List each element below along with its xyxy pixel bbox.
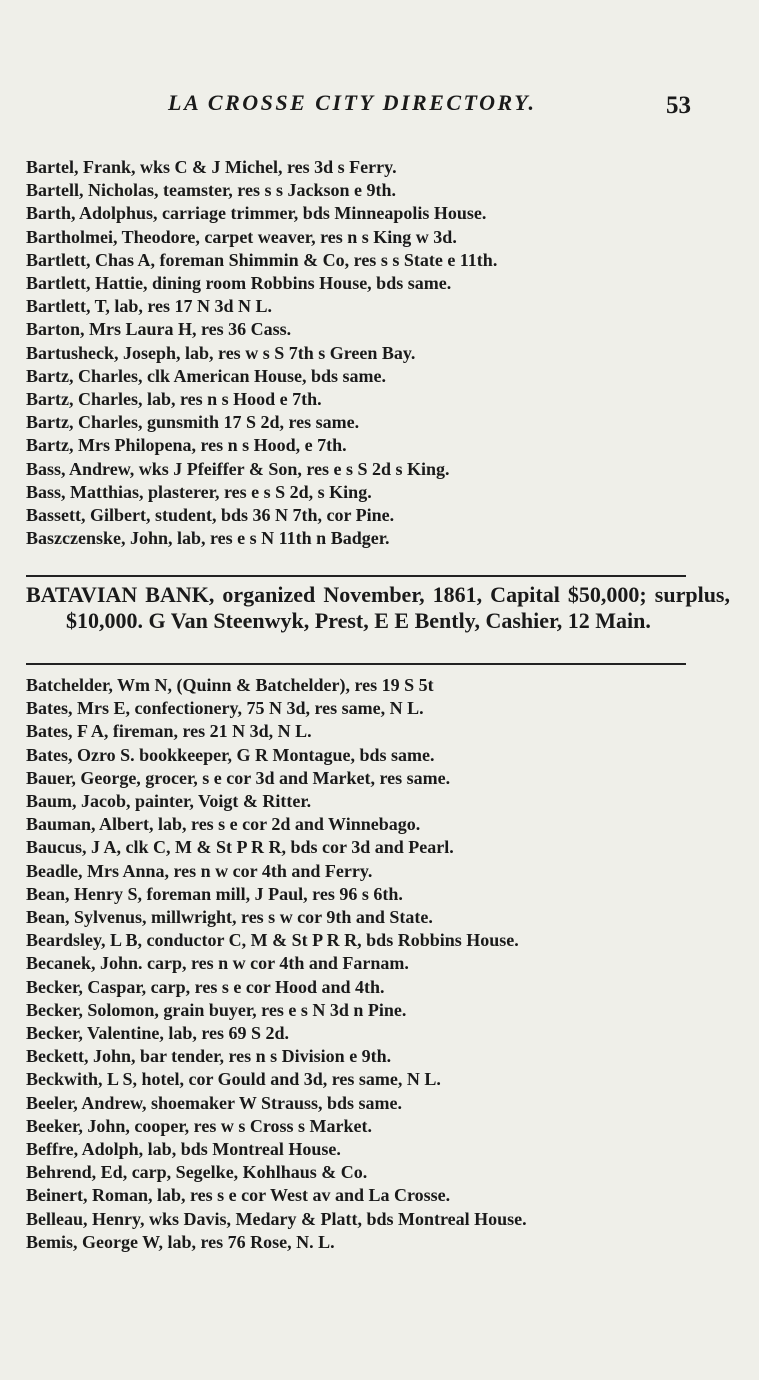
list-item: Bean, Sylvenus, millwright, res s w cor 9th and State. <box>26 907 433 928</box>
list-item: Beckett, John, bar tender, res n s Division e 9th. <box>26 1046 392 1067</box>
list-item: Bates, Mrs E, confectionery, 75 N 3d, res same, N L. <box>26 698 424 719</box>
entry-list-upper <box>26 156 716 550</box>
list-item: Bartlett, Chas A, foreman Shimmin & Co, res s s State e 11th. <box>26 249 498 270</box>
entry-list-lower <box>26 674 716 1254</box>
list-item: Becker, Solomon, grain buyer, res e s N 3d n Pine. <box>26 999 407 1020</box>
list-item: Bartlett, Hattie, dining room Robbins House, bds same. <box>26 273 452 294</box>
ad-divider-bottom <box>26 663 686 665</box>
bank-advertisement: BATAVIAN BANK, organized November, 1861, Capital $50,000; surplus, $10,000. G Van Steenwyk, Prest, E E Bently, Cashier, 12 Main. <box>26 582 730 633</box>
list-item: Bates, F A, fireman, res 21 N 3d, N L. <box>26 721 312 742</box>
list-item: Beinert, Roman, lab, res s e cor West av and La Crosse. <box>26 1185 451 1206</box>
list-item: Bemis, George W, lab, res 76 Rose, N. L. <box>26 1231 335 1252</box>
list-item: Bartz, Charles, lab, res n s Hood e 7th. <box>26 389 322 410</box>
list-item: Beadle, Mrs Anna, res n w cor 4th and Ferry. <box>26 860 373 881</box>
list-item: Bartholmei, Theodore, carpet weaver, res n s King w 3d. <box>26 226 457 247</box>
list-item: Beardsley, L B, conductor C, M & St P R R, bds Robbins House. <box>26 930 519 951</box>
list-item: Beeker, John, cooper, res w s Cross s Market. <box>26 1115 372 1136</box>
list-item: Behrend, Ed, carp, Segelke, Kohlhaus & Co. <box>26 1162 368 1183</box>
list-item: Bartell, Nicholas, teamster, res s s Jackson e 9th. <box>26 180 396 201</box>
list-item: Baum, Jacob, painter, Voigt & Ritter. <box>26 791 312 812</box>
list-item: Bartz, Mrs Philopena, res n s Hood, e 7th. <box>26 435 347 456</box>
list-item: Bauer, George, grocer, s e cor 3d and Market, res same. <box>26 767 451 788</box>
list-item: Beckwith, L S, hotel, cor Gould and 3d, res same, N L. <box>26 1069 441 1090</box>
list-item: Bassett, Gilbert, student, bds 36 N 7th, cor Pine. <box>26 505 395 526</box>
list-item: Bates, Ozro S. bookkeeper, G R Montague, bds same. <box>26 744 435 765</box>
list-item: Beeler, Andrew, shoemaker W Strauss, bds same. <box>26 1092 403 1113</box>
list-item: Baszczenske, John, lab, res e s N 11th n Badger. <box>26 528 390 549</box>
list-item: Barth, Adolphus, carriage trimmer, bds Minneapolis House. <box>26 203 487 224</box>
list-item: Bartz, Charles, gunsmith 17 S 2d, res same. <box>26 412 360 433</box>
ad-divider-top <box>26 575 686 577</box>
list-item: Bean, Henry S, foreman mill, J Paul, res 96 s 6th. <box>26 883 403 904</box>
list-item: Becker, Caspar, carp, res s e cor Hood and 4th. <box>26 976 385 997</box>
running-title: LA CROSSE CITY DIRECTORY. <box>168 90 537 115</box>
list-item: Batchelder, Wm N, (Quinn & Batchelder), res 19 S 5t <box>26 675 434 695</box>
list-item: Bartel, Frank, wks C & J Michel, res 3d s Ferry. <box>26 157 397 177</box>
list-item: Becker, Valentine, lab, res 69 S 2d. <box>26 1023 290 1044</box>
list-item: Becanek, John. carp, res n w cor 4th and Farnam. <box>26 953 409 974</box>
page-number: 53 <box>666 92 691 119</box>
list-item: Bass, Andrew, wks J Pfeiffer & Son, res e s S 2d s King. <box>26 458 450 479</box>
list-item: Bauman, Albert, lab, res s e cor 2d and Winnebago. <box>26 814 421 835</box>
list-item: Beffre, Adolph, lab, bds Montreal House. <box>26 1139 341 1160</box>
list-item: Bass, Matthias, plasterer, res e s S 2d, s King. <box>26 481 372 502</box>
list-item: Bartlett, T, lab, res 17 N 3d N L. <box>26 296 272 317</box>
list-item: Bartusheck, Joseph, lab, res w s S 7th s Green Bay. <box>26 342 416 363</box>
list-item: Baucus, J A, clk C, M & St P R R, bds cor 3d and Pearl. <box>26 837 454 858</box>
list-item: Barton, Mrs Laura H, res 36 Cass. <box>26 319 292 340</box>
page-header <box>0 88 759 122</box>
list-item: Belleau, Henry, wks Davis, Medary & Platt, bds Montreal House. <box>26 1208 527 1229</box>
list-item: Bartz, Charles, clk American House, bds same. <box>26 365 386 386</box>
